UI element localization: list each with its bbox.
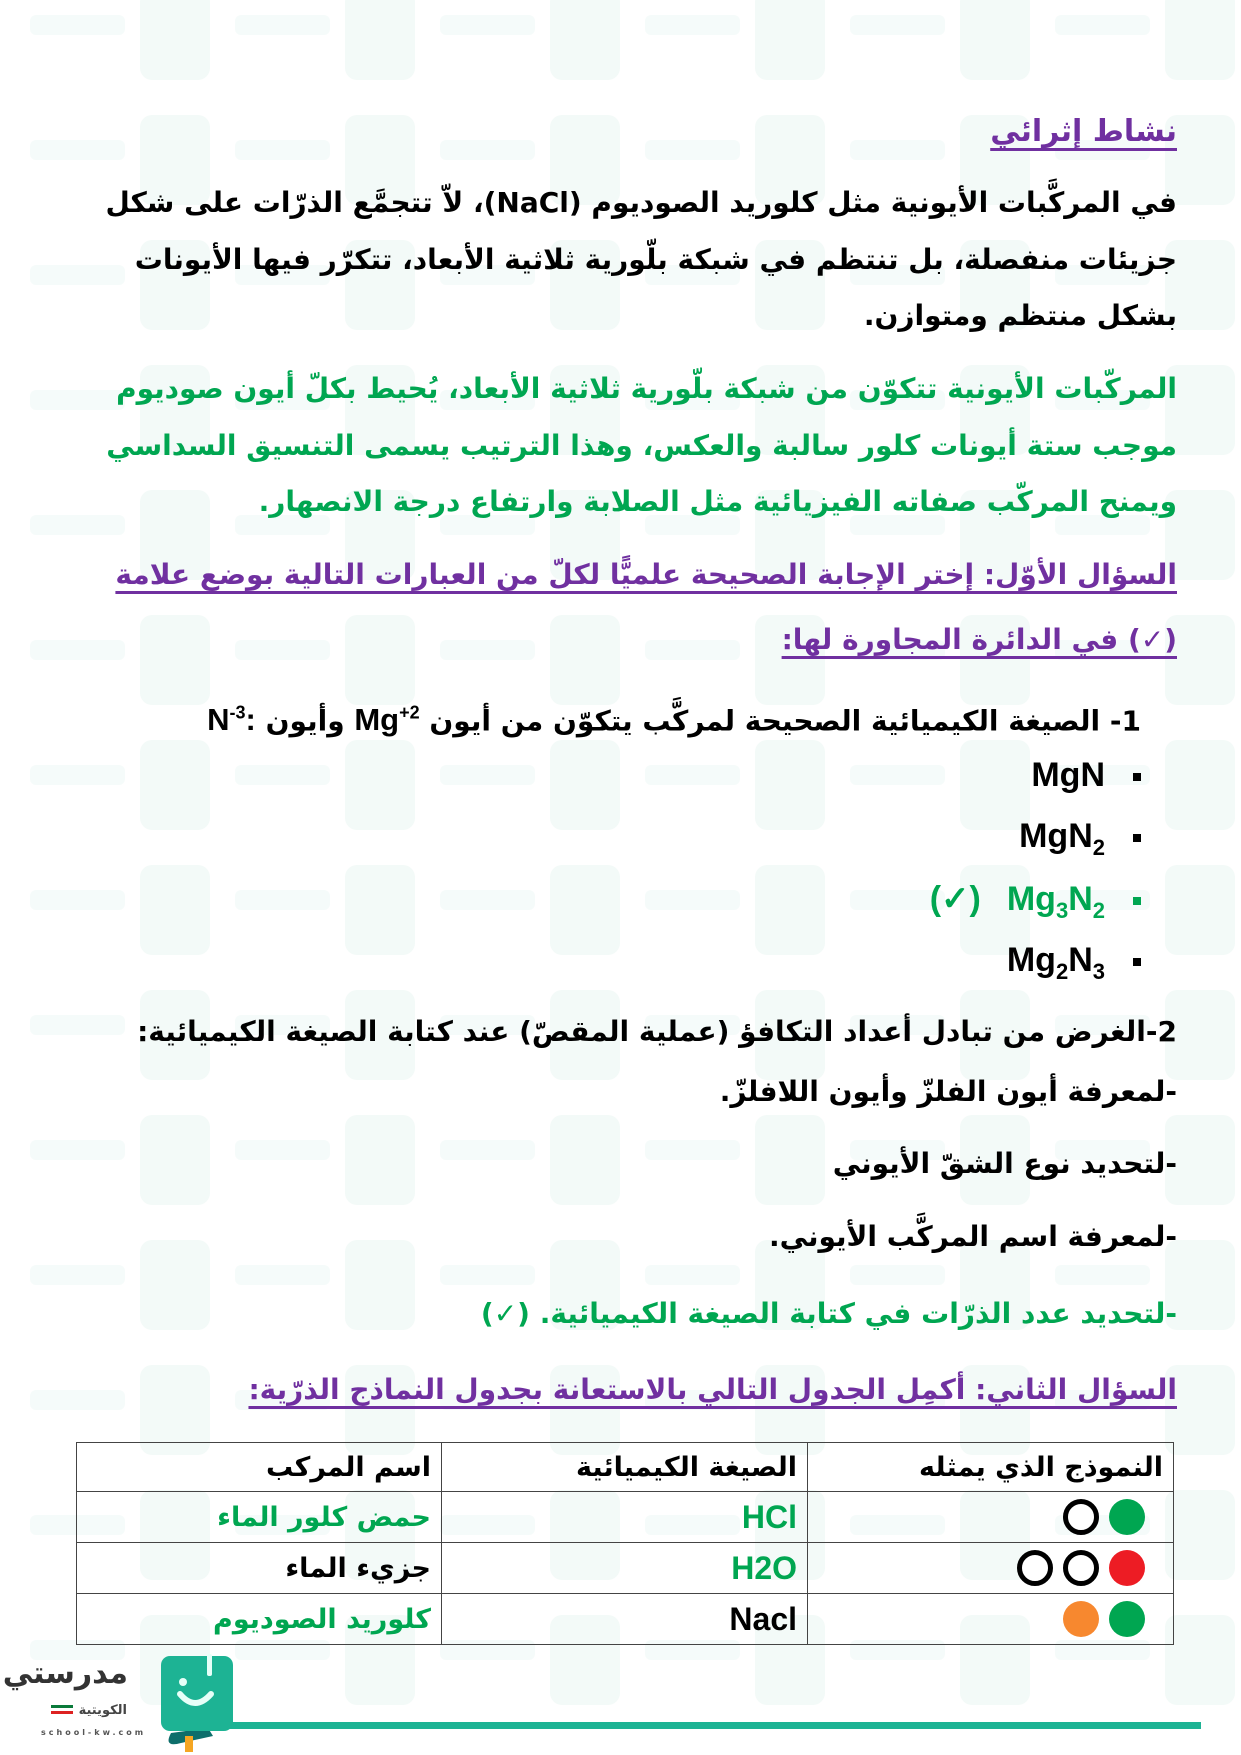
watermark-text-block (645, 640, 740, 660)
formula-cell[interactable]: H2O (442, 1543, 808, 1594)
watermark-text-block (645, 890, 740, 910)
watermark-text-block (440, 765, 535, 785)
item1-joiner: وأيون (265, 704, 345, 738)
watermark-logo-tile (550, 865, 620, 955)
atom-hollow-icon (1063, 1499, 1099, 1535)
watermark-text-block (440, 1140, 535, 1160)
item2-option-4-correct[interactable]: -لتحديد عدد الذرّات في كتابة الصيغة الكيميائية. (✓) (480, 1297, 1177, 1330)
watermark-logo-tile (1165, 1615, 1235, 1705)
model-cell (808, 1594, 1174, 1645)
watermark-logo-tile (140, 1115, 210, 1205)
q1-item2-prompt: 2-الغرض من تبادل أعداد التكافؤ (عملية المقصّ) عند كتابة الصيغة الكيميائية: (137, 1015, 1177, 1048)
watermark-logo-tile (140, 865, 210, 955)
item2-option-1[interactable]: -لمعرفة أيون الفلزّ وأيون اللافلزّ. (719, 1075, 1177, 1108)
watermark-text-block (1055, 1265, 1150, 1285)
watermark-text-block (645, 1265, 740, 1285)
q2-heading: السؤال الثاني: أكمِل الجدول التالي بالاستعانة بجدول النماذج الذرّية: (248, 1373, 1177, 1406)
watermark-text-block (645, 765, 740, 785)
ion-mg: $Mg^{+2}$ (354, 702, 420, 738)
watermark-logo-tile (755, 0, 825, 80)
watermark-logo-tile (345, 0, 415, 80)
watermark-logo-tile (1165, 0, 1235, 80)
watermark-text-block (30, 15, 125, 35)
watermark-logo-tile (1165, 865, 1235, 955)
header-name: اسم المركب (77, 1443, 442, 1492)
watermark-text-block (30, 765, 125, 785)
watermark-logo-tile (550, 0, 620, 80)
watermark-text-block (850, 15, 945, 35)
watermark-logo-tile (345, 865, 415, 955)
watermark-text-block (30, 1140, 125, 1160)
atom-hollow-icon (1063, 1550, 1099, 1586)
intro-line-2: جزيئات منفصلة، بل تنتظم في شبكة بلّورية ثلاثية الأبعاد، تتكرّر فيها الأيونات (134, 243, 1177, 276)
footer-divider (226, 1722, 1201, 1729)
bullet-icon (1133, 773, 1141, 781)
green-line-3: ويمنح المركّب صفاته الفيزيائية مثل الصلابة وارتفاع درجة الانصهار. (258, 485, 1177, 518)
watermark-logo-tile (140, 0, 210, 80)
formula-cell[interactable]: HCl (442, 1492, 808, 1543)
name-cell[interactable]: كلوريد الصوديوم (77, 1594, 442, 1645)
atom-filled-icon (1109, 1550, 1145, 1586)
watermark-text-block (440, 140, 535, 160)
watermark-text-block (440, 640, 535, 660)
intro-line-3: بشكل منتظم ومتوازن. (863, 299, 1177, 332)
watermark-text-block (440, 890, 535, 910)
watermark-logo-tile (345, 615, 415, 705)
bullet-icon (1133, 958, 1141, 966)
green-line-2: موجب ستة أيونات كلور سالبة والعكس، وهذا الترتيب يسمى التنسيق السداسي (106, 429, 1177, 462)
watermark-text-block (645, 15, 740, 35)
atom-filled-icon (1109, 1499, 1145, 1535)
q1-heading-line-1: السؤال الأوّل: إختر الإجابة الصحيحة علميًّا لكلّ من العبارات التالية بوضع علامة (115, 558, 1177, 591)
watermark-text-block (30, 515, 125, 535)
watermark-text-block (850, 1265, 945, 1285)
watermark-text-block (235, 140, 330, 160)
formula: MgN (1031, 756, 1105, 794)
check-mark: (✓) (929, 880, 981, 918)
watermark-logo-tile (550, 740, 620, 830)
formula: MgN$_2$ (1019, 817, 1105, 860)
formula: $Mg_3N_2$ (1006, 880, 1105, 923)
watermark-text-block (235, 765, 330, 785)
watermark-logo-tile (1165, 1490, 1235, 1580)
watermark-text-block (850, 140, 945, 160)
item1-option-4[interactable] (1007, 940, 1141, 992)
watermark-text-block (645, 140, 740, 160)
madrasati-logo (2, 1648, 223, 1753)
table-header-row (77, 1443, 1174, 1492)
watermark-text-block (850, 765, 945, 785)
item2-option-2[interactable]: -لتحديد نوع الشقّ الأيوني (832, 1147, 1177, 1180)
watermark-logo-tile (140, 615, 210, 705)
watermark-text-block (235, 1265, 330, 1285)
atomic-models-table (76, 1442, 1174, 1645)
q1-heading-line-2: (✓) في الدائرة المجاورة لها: (781, 623, 1177, 656)
header-model: النموذج الذي يمثله (808, 1443, 1174, 1492)
atom-hollow-icon (1017, 1550, 1053, 1586)
watermark-logo-tile (550, 1115, 620, 1205)
item1-option-3-correct[interactable] (930, 879, 1141, 931)
green-line-1: المركّبات الأيونية تتكوّن من شبكة بلّورية ثلاثية الأبعاد، يُحيط بكلّ أيون صوديوم (116, 372, 1177, 405)
watermark-logo-tile (755, 1115, 825, 1205)
watermark-logo-tile (140, 740, 210, 830)
watermark-text-block (645, 1140, 740, 1160)
item1-option-1[interactable] (1031, 755, 1141, 795)
ion-n: $N^{-3}$: (207, 702, 256, 738)
formula-cell[interactable]: Nacl (442, 1594, 808, 1645)
watermark-text-block (30, 140, 125, 160)
watermark-logo-tile (960, 0, 1030, 80)
header-formula: الصيغة الكيميائية (442, 1443, 808, 1492)
item1-option-2[interactable] (1019, 816, 1141, 868)
watermark-logo-tile (345, 740, 415, 830)
watermark-logo-tile (345, 1240, 415, 1330)
watermark-text-block (1055, 15, 1150, 35)
logo-url: school-kw.com (41, 1728, 147, 1737)
name-cell[interactable]: جزيء الماء (77, 1543, 442, 1594)
watermark-logo-tile (755, 740, 825, 830)
watermark-text-block (235, 15, 330, 35)
watermark-logo-tile (345, 1115, 415, 1205)
watermark-text-block (235, 640, 330, 660)
activity-title: نشاط إثرائي (990, 114, 1177, 149)
watermark-logo-tile (1165, 740, 1235, 830)
formula: $Mg_2N_3$ (1006, 941, 1105, 984)
watermark-logo-tile (550, 615, 620, 705)
watermark-text-block (235, 1140, 330, 1160)
atom-filled-icon (1109, 1601, 1145, 1637)
intro-line-1: في المركَّبات الأيونية مثل كلوريد الصوديوم (NaCl)، لاّ تتجمَّع الذرّات على شكل (105, 186, 1177, 219)
model-cell (808, 1492, 1174, 1543)
q1-item1-prompt (207, 693, 1141, 741)
table-row (77, 1543, 1174, 1594)
watermark-text-block (30, 640, 125, 660)
model-cell (808, 1543, 1174, 1594)
logo-sub: الكويتية (78, 1703, 127, 1718)
watermark-text-block (440, 1265, 535, 1285)
logo-name: مدرستي (2, 1656, 128, 1691)
watermark-logo-tile (140, 1240, 210, 1330)
table-row (77, 1594, 1174, 1645)
name-cell[interactable]: حمض كلور الماء (77, 1492, 442, 1543)
bullet-icon (1133, 834, 1141, 842)
bullet-icon (1133, 897, 1141, 905)
watermark-logo-tile (755, 865, 825, 955)
watermark-text-block (30, 390, 125, 410)
watermark-text-block (30, 890, 125, 910)
watermark-text-block (30, 1015, 125, 1035)
watermark-text-block (235, 890, 330, 910)
watermark-text-block (30, 1390, 125, 1410)
atom-filled-icon (1063, 1601, 1099, 1637)
item2-option-3[interactable]: -لمعرفة اسم المركَّب الأيوني. (769, 1220, 1177, 1253)
item1-prefix: 1- الصيغة الكيميائية الصحيحة لمركَّب يتكوّن من أيون (429, 704, 1141, 738)
watermark-text-block (440, 15, 535, 35)
watermark-text-block (30, 1265, 125, 1285)
table-row (77, 1492, 1174, 1543)
watermark-text-block (30, 265, 125, 285)
